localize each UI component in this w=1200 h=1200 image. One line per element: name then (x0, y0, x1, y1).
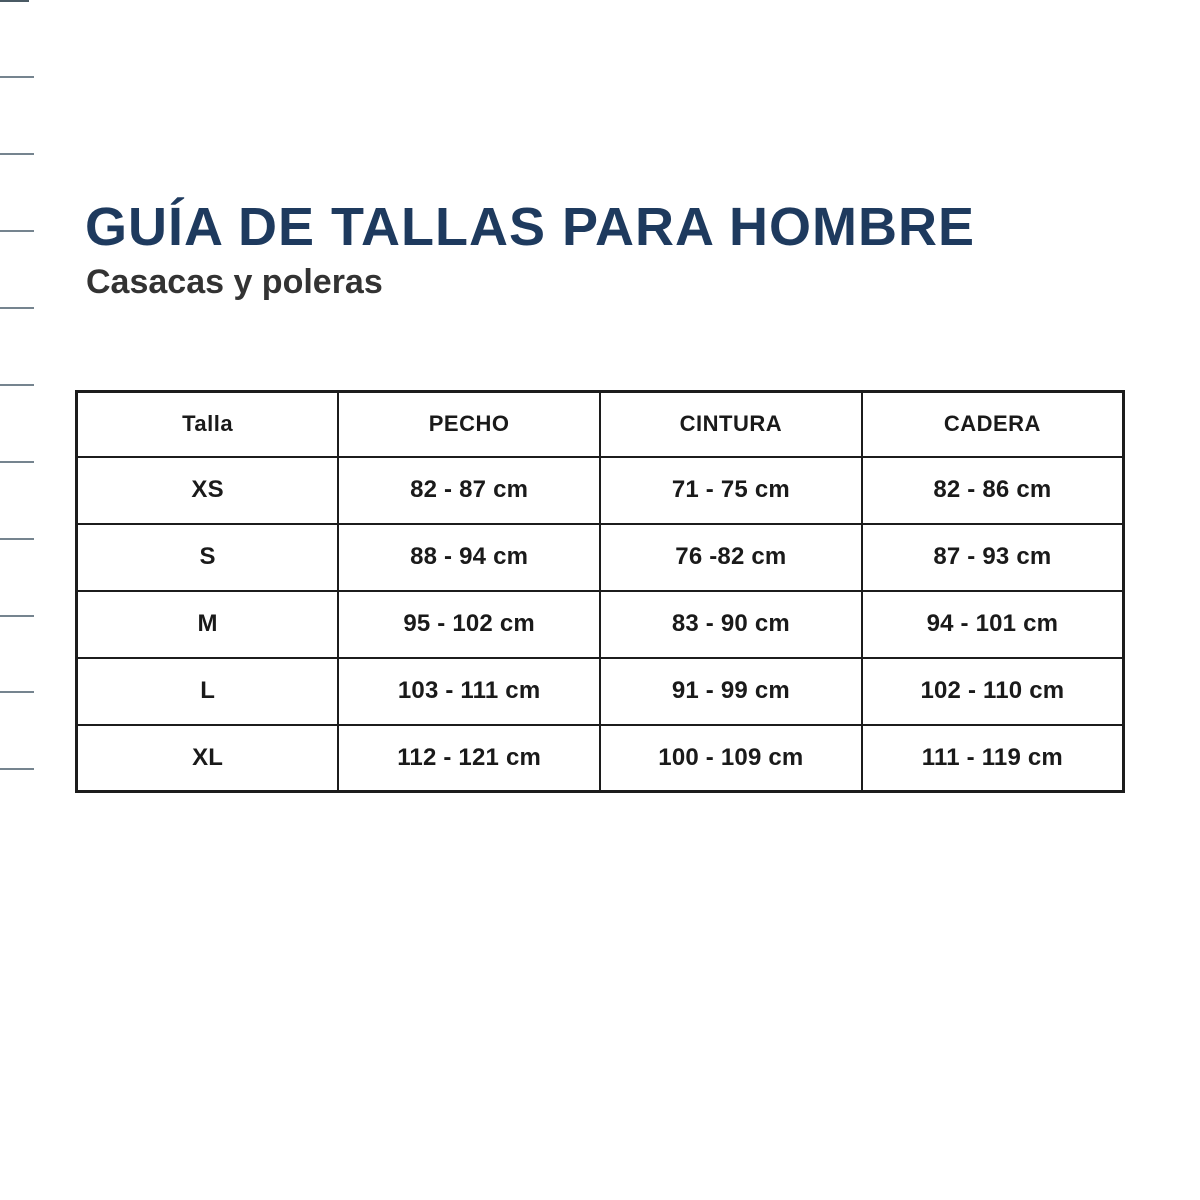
ruler-tick-line (0, 691, 34, 693)
cell-cadera: 82 - 86 cm (862, 457, 1124, 524)
ruler-tick-line (0, 768, 34, 770)
cell-cintura: 83 - 90 cm (600, 591, 862, 658)
ruler-tick-line (0, 615, 34, 617)
cell-talla: XS (77, 457, 339, 524)
header-cintura: CINTURA (600, 392, 862, 457)
cell-cintura: 91 - 99 cm (600, 658, 862, 725)
header-cadera: CADERA (862, 392, 1124, 457)
ruler-tick-line (0, 230, 34, 232)
ruler-tick-line (0, 307, 34, 309)
ruler-tick-line (0, 153, 34, 155)
cell-cadera: 111 - 119 cm (862, 725, 1124, 792)
cell-cintura: 100 - 109 cm (600, 725, 862, 792)
size-chart-table (75, 390, 1125, 793)
table-header-row (77, 392, 1124, 457)
table-row-l (77, 658, 1124, 725)
cell-cintura: 71 - 75 cm (600, 457, 862, 524)
cell-pecho: 103 - 111 cm (338, 658, 600, 725)
cell-pecho: 82 - 87 cm (338, 457, 600, 524)
cell-talla: S (77, 524, 339, 591)
cell-cadera: 102 - 110 cm (862, 658, 1124, 725)
header-pecho: PECHO (338, 392, 600, 457)
cell-talla: XL (77, 725, 339, 792)
ruler-tick-line (0, 76, 34, 78)
page-subtitle: Casacas y poleras (86, 263, 383, 301)
table-row-xl (77, 725, 1124, 792)
cell-talla: M (77, 591, 339, 658)
cell-cadera: 94 - 101 cm (862, 591, 1124, 658)
cell-pecho: 88 - 94 cm (338, 524, 600, 591)
table-row-m (77, 591, 1124, 658)
table-row-xs (77, 457, 1124, 524)
cell-pecho: 112 - 121 cm (338, 725, 600, 792)
ruler-tick-line (0, 384, 34, 386)
table-row-s (77, 524, 1124, 591)
ruler-tick-line (0, 461, 34, 463)
cell-pecho: 95 - 102 cm (338, 591, 600, 658)
cell-cintura: 76 -82 cm (600, 524, 862, 591)
ruler-tick-line (0, 538, 34, 540)
cell-cadera: 87 - 93 cm (862, 524, 1124, 591)
cell-talla: L (77, 658, 339, 725)
header-talla: Talla (77, 392, 339, 457)
page-title: GUÍA DE TALLAS PARA HOMBRE (85, 197, 975, 257)
ruler-tick-line (0, 0, 29, 2)
